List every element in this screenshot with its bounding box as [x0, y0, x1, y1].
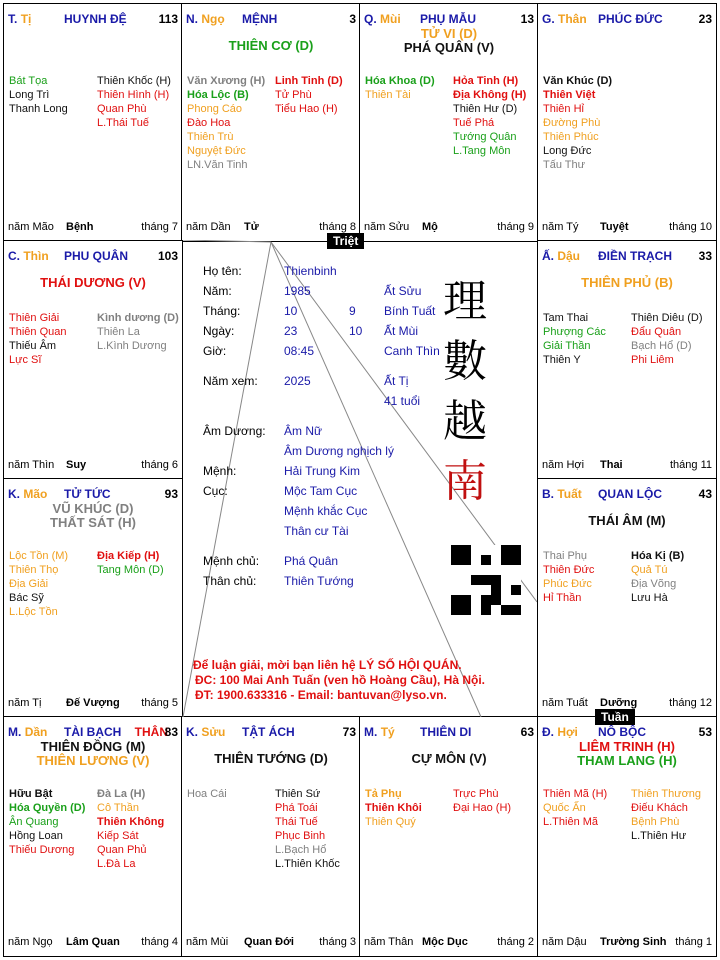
minor-star: Tiểu Hao (H) — [275, 103, 338, 115]
palace-branch-prefix: Ấ. — [542, 249, 554, 263]
palace-branch: Thân — [558, 12, 587, 26]
minor-star: LN.Văn Tinh — [187, 159, 248, 171]
palace-stage: Dưỡng — [600, 697, 638, 709]
minor-star: Thiên Phúc — [543, 131, 599, 143]
right-stars — [631, 311, 703, 367]
palace-stage: Lâm Quan — [66, 936, 120, 948]
minor-star: Tả Phụ — [365, 788, 402, 800]
palace-ty[interactable] — [359, 716, 539, 957]
minor-star: L.Đà La — [97, 858, 136, 870]
seal-char: 南 — [443, 456, 487, 507]
minor-star: Thiên Quan — [9, 326, 67, 338]
minor-star: Phúc Đức — [543, 578, 592, 590]
than-cu: Thân cư Tài — [284, 524, 349, 538]
minor-star: Thiên Mã (H) — [543, 788, 608, 800]
right-stars — [97, 74, 171, 130]
main-star: VŨ KHÚC (D) — [52, 501, 134, 516]
left-stars — [543, 74, 612, 172]
amduong-label: Âm Dương: — [203, 424, 266, 438]
hour-value: 08:45 — [284, 344, 315, 358]
hour-can: Canh Thìn — [384, 344, 440, 358]
minor-star: Phá Toái — [275, 802, 318, 814]
amduong-relation: Âm Dương nghịch lý — [284, 444, 394, 458]
minor-star: Tử Phù — [275, 89, 312, 101]
minor-star: Văn Xương (H) — [187, 75, 266, 87]
palace-footer — [542, 936, 712, 950]
minor-star: Hỏa Tinh (H) — [453, 75, 519, 87]
palace-name: NÔ BỘC — [598, 725, 646, 739]
minor-star: L.Thái Tuế — [97, 117, 149, 129]
palace-year: năm Dậu — [542, 936, 587, 948]
left-stars — [543, 787, 607, 829]
view-year-can: Ất Tị — [384, 374, 409, 388]
palace-number: 103 — [157, 249, 178, 263]
palace-branch: Dần — [24, 725, 48, 739]
minor-star: Địa Giải — [9, 578, 49, 590]
palace-tuat[interactable] — [537, 478, 717, 718]
minor-star: Kiếp Sát — [97, 830, 139, 842]
palace-number: 43 — [698, 487, 712, 501]
year-can: Ất Sửu — [384, 284, 422, 298]
minor-star: Bệnh Phù — [631, 816, 680, 828]
palace-year: năm Dần — [186, 221, 231, 233]
minor-star: Thiên Quý — [365, 816, 416, 828]
palace-number: 83 — [164, 725, 178, 739]
palace-mui[interactable] — [359, 3, 539, 242]
palace-stage: Mộc Dục — [422, 936, 468, 948]
palace-suu[interactable] — [181, 716, 361, 957]
minor-star: Hóa Khoa (D) — [365, 75, 435, 87]
minor-star: Nguyệt Đức — [187, 145, 246, 157]
age-value: 41 tuổi — [384, 394, 421, 408]
main-star: THIÊN LƯƠNG (V) — [36, 753, 150, 768]
minor-star: Địa Không (H) — [453, 89, 527, 101]
minor-star: Thiên Trù — [187, 131, 234, 143]
contact-phone-email[interactable]: ĐT: 1900.633316 - Email: bantuvan@lyso.vn. — [195, 688, 447, 702]
minor-star: Quả Tú — [631, 564, 668, 576]
right-stars — [275, 787, 340, 871]
view-year-label: Năm xem: — [203, 374, 258, 388]
calligraphy-seal — [443, 272, 523, 532]
palace-year: năm Mùi — [186, 936, 229, 948]
palace-hoi[interactable] — [537, 716, 717, 957]
minor-star: Quốc Ấn — [543, 802, 586, 814]
minor-star: Thiên Hình (H) — [97, 89, 170, 101]
palace-number: 33 — [698, 249, 712, 263]
main-star: THIÊN ĐỒNG (M) — [40, 739, 146, 754]
minor-star: Lực Sĩ — [9, 354, 42, 366]
minor-star: Lộc Tồn (M) — [9, 550, 69, 562]
minor-star: Cô Thần — [97, 802, 139, 814]
left-stars — [365, 74, 435, 102]
palace-year: năm Thìn — [8, 459, 55, 471]
palace-branch-prefix: M. — [364, 725, 378, 739]
palace-footer — [542, 459, 712, 473]
palace-footer — [364, 221, 534, 235]
palace-branch-prefix: Đ. — [542, 725, 554, 739]
palace-footer — [8, 459, 178, 473]
palace-stage: Bệnh — [66, 221, 94, 233]
palace-name: QUAN LỘC — [598, 487, 662, 501]
triet-tag: Triệt — [327, 233, 364, 249]
minor-star: Thiên La — [97, 326, 140, 338]
day-can: Ất Mùi — [384, 324, 419, 338]
left-stars — [187, 74, 265, 172]
palace-name: ĐIỀN TRẠCH — [598, 249, 672, 263]
minor-star: Phục Binh — [275, 830, 326, 842]
minor-star: Hóa Kị (B) — [631, 550, 685, 562]
left-stars — [543, 311, 606, 367]
minor-star: Quan Phủ — [97, 844, 147, 856]
left-stars — [9, 787, 85, 857]
month-can: Bính Tuất — [384, 304, 436, 318]
minor-star: Đường Phù — [543, 117, 601, 129]
palace-month: tháng 1 — [675, 936, 712, 948]
left-stars — [9, 549, 68, 619]
palace-header — [8, 12, 178, 28]
minor-star: L.Tang Môn — [453, 145, 511, 157]
palace-month: tháng 7 — [141, 221, 178, 233]
right-stars — [97, 787, 164, 871]
palace-year: năm Mão — [8, 221, 54, 233]
minor-star: Thiên Khôi — [365, 802, 422, 814]
day-label: Ngày: — [203, 324, 235, 338]
minor-star: Thiên Việt — [543, 89, 596, 101]
minor-star: Hóa Quyền (D) — [9, 802, 86, 814]
minor-star: Hoa Cái — [187, 788, 227, 800]
palace-thin[interactable] — [3, 240, 183, 480]
palace-number: 23 — [698, 12, 712, 26]
right-stars — [453, 74, 526, 158]
palace-name: HUYNH ĐỆ — [64, 12, 127, 26]
left-stars — [187, 787, 227, 801]
left-stars — [543, 549, 594, 605]
palace-month: tháng 5 — [141, 697, 178, 709]
palace-branch: Ngọ — [201, 12, 225, 26]
minor-star: Thiên Đức — [543, 564, 595, 576]
minor-star: Địa Kiếp (H) — [97, 550, 160, 562]
minor-star: Hữu Bật — [9, 788, 53, 800]
palace-footer — [364, 936, 534, 950]
minor-star: Thiên Không — [97, 816, 165, 828]
palace-stage: Trường Sinh — [600, 936, 667, 948]
palace-name: TẬT ÁCH — [242, 725, 295, 739]
cuc-relation: Mệnh khắc Cục — [284, 504, 368, 518]
menh-value: Hải Trung Kim — [284, 464, 361, 478]
minor-star: Lưu Hà — [631, 592, 668, 604]
seal-char: 越 — [443, 396, 487, 447]
palace-header — [364, 725, 534, 741]
minor-star: Long Đức — [543, 145, 592, 157]
palace-name: TÀI BẠCH THÂN — [64, 725, 168, 739]
minor-star: Đà La (H) — [97, 788, 146, 800]
minor-star: Tướng Quân — [453, 131, 517, 143]
name-value: Thienbinh — [284, 264, 337, 278]
palace-header — [542, 249, 712, 265]
minor-star: Long Trì — [9, 89, 50, 101]
palace-branch: Mùi — [380, 12, 401, 26]
palace-header — [186, 12, 356, 28]
palace-month: tháng 8 — [319, 221, 356, 233]
minor-star: L.Thiên Khốc — [275, 858, 340, 870]
right-stars — [97, 311, 179, 353]
palace-mao[interactable] — [3, 478, 183, 718]
minor-star: Phi Liêm — [631, 354, 674, 366]
minor-star: Địa Võng — [631, 578, 677, 590]
cuc-value: Mộc Tam Cục — [284, 484, 358, 498]
palace-footer — [542, 221, 712, 235]
minor-star: Thiên Khốc (H) — [97, 75, 171, 87]
minor-star: Đào Hoa — [187, 117, 231, 129]
minor-star: Đẩu Quân — [631, 326, 682, 338]
palace-number: 53 — [698, 725, 712, 739]
main-star: THÁI DƯƠNG (V) — [40, 275, 146, 290]
minor-star: Thiên Hư (D) — [453, 103, 518, 115]
year-label: Năm: — [203, 284, 232, 298]
palace-header — [186, 725, 356, 741]
minor-star: Thái Tuế — [275, 816, 318, 828]
main-star: THẤT SÁT (H) — [50, 515, 136, 530]
palace-name: MỆNH — [242, 12, 278, 26]
right-stars — [631, 549, 684, 605]
palace-number: 113 — [158, 12, 178, 26]
contact-address: ĐC: 100 Mai Anh Tuấn (ven hồ Hoàng Cầu), Hà Nội. — [195, 673, 486, 687]
minor-star: L.Thiên Hư — [631, 830, 687, 842]
palace-branch-prefix: M. — [8, 725, 22, 739]
center-info-panel — [181, 240, 537, 717]
right-stars — [97, 549, 164, 577]
palace-name: PHỤ MẪU — [420, 12, 476, 26]
palace-branch: Thìn — [23, 249, 49, 263]
palace-month: tháng 12 — [669, 697, 712, 709]
palace-footer — [8, 697, 178, 711]
minor-star: Thiên Tài — [365, 89, 411, 101]
palace-name: TỬ TỨC — [64, 487, 111, 501]
palace-branch-prefix: G. — [542, 12, 555, 26]
minor-star: Thiên Sứ — [275, 788, 321, 800]
minor-star: Thiên Hỉ — [543, 103, 584, 115]
palace-branch: Hợi — [557, 725, 578, 739]
palace-header — [542, 487, 712, 503]
minor-star: L.Kình Dương — [97, 340, 167, 352]
palace-number: 13 — [520, 12, 534, 26]
minor-star: Hồng Loan — [9, 830, 63, 842]
minor-star: Bát Tọa — [9, 75, 48, 87]
palace-branch-prefix: C. — [8, 249, 20, 263]
palace-branch: Tý — [380, 725, 395, 739]
minor-star: L.Lộc Tồn — [9, 606, 58, 618]
palace-year: năm Hợi — [542, 459, 585, 471]
palace-name: PHÚC ĐỨC — [598, 12, 663, 26]
right-stars — [453, 787, 511, 815]
tuan-tag: Tuần — [595, 709, 635, 725]
palace-number: 3 — [349, 12, 356, 26]
palace-footer — [8, 221, 178, 235]
name-label: Họ tên: — [203, 264, 242, 278]
palace-ti[interactable] — [3, 3, 183, 242]
palace-branch-prefix: Q. — [364, 12, 377, 26]
palace-year: năm Ngọ — [8, 936, 53, 948]
palace-month: tháng 2 — [497, 936, 534, 948]
month-label: Tháng: — [203, 304, 241, 318]
than-chu-label: Thân chủ: — [203, 574, 257, 588]
qr-code-icon[interactable] — [451, 545, 521, 615]
minor-star: Thiên Diêu (D) — [631, 312, 703, 324]
palace-branch: Tị — [20, 12, 32, 26]
palace-footer — [186, 936, 356, 950]
minor-star: Tang Môn (D) — [97, 564, 164, 576]
palace-stage: Thai — [600, 459, 623, 471]
palace-footer — [8, 936, 178, 950]
minor-star: Thiên Giải — [9, 312, 60, 324]
minor-star: Tấu Thư — [543, 159, 586, 171]
minor-star: Phong Cáo — [187, 103, 243, 115]
minor-star: Đại Hao (H) — [453, 802, 512, 814]
minor-star: Thiên Thọ — [9, 564, 59, 576]
minor-star: Hỉ Thần — [543, 592, 582, 604]
palace-extra: THÂN — [134, 725, 168, 739]
palace-year: năm Tý — [542, 221, 579, 233]
palace-stage: Đế Vượng — [66, 697, 120, 709]
minor-star: Điếu Khách — [631, 802, 688, 814]
minor-star: Kình dương (D) — [97, 312, 179, 324]
main-star: LIÊM TRINH (H) — [578, 739, 676, 754]
left-stars — [365, 787, 422, 829]
main-star: TỬ VI (D) — [420, 26, 478, 41]
minor-star: Phượng Các — [543, 326, 606, 338]
palace-branch-prefix: K. — [186, 725, 198, 739]
minor-star: L.Thiên Mã — [543, 816, 599, 828]
palace-number: 63 — [520, 725, 534, 739]
main-star: THIÊN CƠ (D) — [228, 38, 314, 53]
minor-star: Thanh Long — [9, 103, 68, 115]
right-stars — [631, 787, 701, 843]
year-value: 1985 — [284, 284, 311, 298]
right-stars — [275, 74, 343, 116]
palace-year: năm Sửu — [364, 221, 410, 233]
palace-month: tháng 6 — [141, 459, 178, 471]
palace-dan[interactable] — [3, 716, 183, 957]
day-lunar: 10 — [349, 324, 363, 338]
minor-star: Hóa Lộc (B) — [187, 89, 249, 101]
palace-number: 93 — [164, 487, 178, 501]
palace-stage: Tuyệt — [600, 221, 629, 233]
palace-branch-prefix: N. — [186, 12, 198, 26]
seal-char: 數 — [443, 336, 487, 387]
palace-stage: Quan Đới — [244, 936, 294, 948]
palace-branch-prefix: K. — [8, 487, 20, 501]
minor-star: Ân Quang — [9, 816, 59, 828]
minor-star: L.Bạch Hổ — [275, 844, 327, 856]
minor-star: Giải Thần — [543, 340, 591, 352]
contact-line: Để luận giải, mời bạn liên hệ LÝ SỐ HỘI QUÁN. — [193, 658, 462, 672]
palace-year: năm Thân — [364, 936, 414, 948]
minor-star: Tam Thai — [543, 312, 589, 324]
day-value: 23 — [284, 324, 298, 338]
palace-month: tháng 11 — [669, 459, 712, 471]
palace-than[interactable] — [537, 3, 717, 242]
palace-stage: Suy — [66, 459, 87, 471]
minor-star: Văn Khúc (D) — [543, 75, 613, 87]
menh-label: Mệnh: — [203, 464, 237, 478]
minor-star: Quan Phù — [97, 103, 147, 115]
minor-star: Thiên Thương — [631, 788, 702, 800]
main-star: THIÊN PHỦ (B) — [581, 275, 673, 290]
left-stars — [9, 311, 66, 367]
month-lunar: 9 — [349, 304, 356, 318]
palace-name: THIÊN DI — [420, 725, 472, 739]
palace-month: tháng 9 — [497, 221, 534, 233]
palace-dau[interactable] — [537, 240, 717, 480]
palace-branch-prefix: T. — [8, 12, 18, 26]
palace-month: tháng 3 — [319, 936, 356, 948]
palace-year: năm Tuất — [542, 697, 588, 709]
month-value: 10 — [284, 304, 298, 318]
palace-branch-prefix: B. — [542, 487, 554, 501]
cuc-label: Cục: — [203, 484, 228, 498]
palace-branch: Sửu — [201, 725, 226, 739]
palace-branch: Tuất — [557, 487, 582, 501]
than-chu-value: Thiên Tướng — [284, 574, 354, 588]
main-star: CỰ MÔN (V) — [411, 751, 487, 766]
palace-stage: Mộ — [422, 221, 438, 233]
minor-star: Linh Tinh (D) — [275, 75, 343, 87]
main-star: THAM LANG (H) — [577, 753, 677, 768]
amduong-value: Âm Nữ — [284, 424, 323, 438]
main-star: THIÊN TƯỚNG (D) — [214, 751, 328, 766]
menh-chu-label: Mệnh chủ: — [203, 554, 260, 568]
menh-chu-value: Phá Quân — [284, 554, 339, 568]
minor-star: Thiên Y — [543, 354, 581, 366]
main-star: PHÁ QUÂN (V) — [403, 40, 495, 55]
hour-label: Giờ: — [203, 344, 227, 358]
minor-star: Thiếu Âm — [9, 340, 57, 352]
minor-star: Trực Phù — [453, 788, 499, 800]
palace-header — [8, 249, 178, 265]
palace-branch: Dậu — [557, 249, 581, 263]
minor-star: Bạch Hổ (D) — [631, 340, 692, 352]
left-stars — [9, 74, 68, 116]
palace-name: PHU QUÂN — [64, 249, 129, 263]
palace-number: 73 — [342, 725, 356, 739]
palace-ngo[interactable] — [181, 3, 361, 242]
seal-char: 理 — [443, 276, 487, 327]
palace-branch: Mão — [23, 487, 48, 501]
palace-header — [542, 12, 712, 28]
minor-star: Thiếu Dương — [9, 844, 75, 856]
palace-stage: Tử — [244, 221, 259, 233]
minor-star: Thai Phụ — [543, 550, 588, 562]
minor-star: Bác Sỹ — [9, 592, 44, 604]
palace-month: tháng 4 — [141, 936, 178, 948]
palace-year: năm Tị — [8, 697, 42, 709]
view-year-value: 2025 — [284, 374, 311, 388]
palace-month: tháng 10 — [669, 221, 712, 233]
main-star: THÁI ÂM (M) — [588, 513, 666, 528]
minor-star: Tuế Phá — [453, 117, 495, 129]
